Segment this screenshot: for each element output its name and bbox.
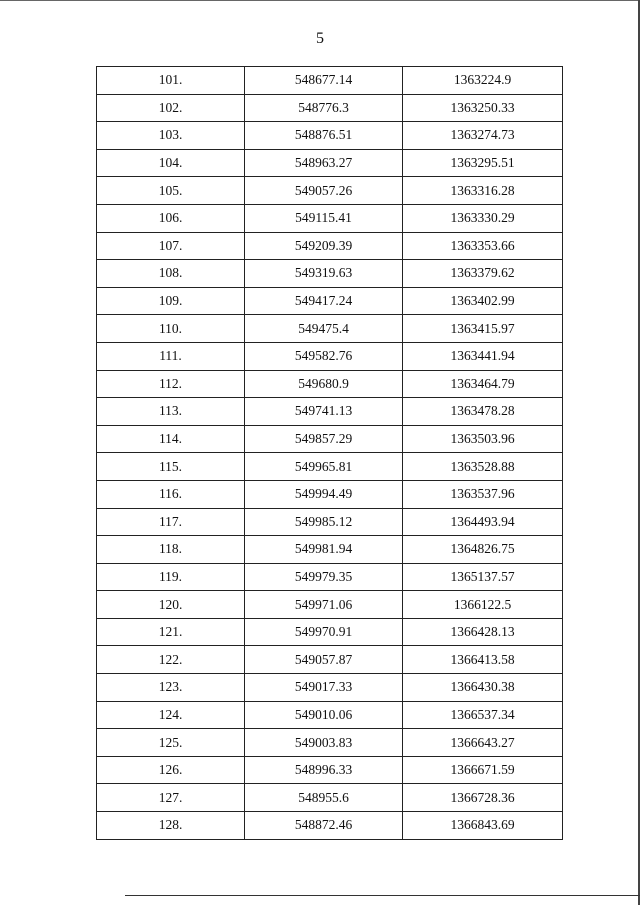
y-coordinate-cell: 1363250.33 (403, 94, 563, 122)
table-row (97, 370, 563, 398)
y-coordinate-cell: 1366122.5 (403, 591, 563, 619)
y-coordinate-cell: 1363503.96 (403, 425, 563, 453)
y-coordinate-cell: 1366671.59 (403, 756, 563, 784)
point-number-cell: 112. (97, 370, 245, 398)
x-coordinate-cell: 548955.6 (245, 784, 403, 812)
table-row (97, 204, 563, 232)
table-row (97, 508, 563, 536)
y-coordinate-cell: 1363402.99 (403, 287, 563, 315)
table-row (97, 563, 563, 591)
point-number-cell: 110. (97, 315, 245, 343)
table-row (97, 591, 563, 619)
point-number-cell: 115. (97, 453, 245, 481)
x-coordinate-cell: 549003.83 (245, 729, 403, 757)
y-coordinate-cell: 1366643.27 (403, 729, 563, 757)
x-coordinate-cell: 549857.29 (245, 425, 403, 453)
point-number-cell: 119. (97, 563, 245, 591)
y-coordinate-cell: 1363478.28 (403, 398, 563, 426)
x-coordinate-cell: 549319.63 (245, 260, 403, 288)
y-coordinate-cell: 1363441.94 (403, 342, 563, 370)
table-row (97, 812, 563, 840)
table-row (97, 701, 563, 729)
point-number-cell: 123. (97, 674, 245, 702)
x-coordinate-cell: 549017.33 (245, 674, 403, 702)
table-row (97, 646, 563, 674)
table-row (97, 480, 563, 508)
y-coordinate-cell: 1366843.69 (403, 812, 563, 840)
scan-top-edge (0, 0, 640, 1)
x-coordinate-cell: 549981.94 (245, 536, 403, 564)
table-row (97, 756, 563, 784)
y-coordinate-cell: 1363353.66 (403, 232, 563, 260)
point-number-cell: 103. (97, 122, 245, 150)
table-row (97, 260, 563, 288)
x-coordinate-cell: 548872.46 (245, 812, 403, 840)
y-coordinate-cell: 1363415.97 (403, 315, 563, 343)
y-coordinate-cell: 1363379.62 (403, 260, 563, 288)
x-coordinate-cell: 549057.87 (245, 646, 403, 674)
x-coordinate-cell: 549971.06 (245, 591, 403, 619)
point-number-cell: 125. (97, 729, 245, 757)
y-coordinate-cell: 1366413.58 (403, 646, 563, 674)
table-row (97, 398, 563, 426)
point-number-cell: 124. (97, 701, 245, 729)
table-row (97, 122, 563, 150)
point-number-cell: 120. (97, 591, 245, 619)
point-number-cell: 118. (97, 536, 245, 564)
x-coordinate-cell: 549680.9 (245, 370, 403, 398)
y-coordinate-cell: 1366728.36 (403, 784, 563, 812)
table-row (97, 425, 563, 453)
x-coordinate-cell: 549970.91 (245, 618, 403, 646)
y-coordinate-cell: 1363274.73 (403, 122, 563, 150)
y-coordinate-cell: 1363528.88 (403, 453, 563, 481)
y-coordinate-cell: 1363537.96 (403, 480, 563, 508)
y-coordinate-cell: 1363464.79 (403, 370, 563, 398)
x-coordinate-cell: 548677.14 (245, 67, 403, 95)
x-coordinate-cell: 549115.41 (245, 204, 403, 232)
x-coordinate-cell: 549741.13 (245, 398, 403, 426)
point-number-cell: 117. (97, 508, 245, 536)
table-row (97, 784, 563, 812)
point-number-cell: 113. (97, 398, 245, 426)
table-row (97, 315, 563, 343)
x-coordinate-cell: 549582.76 (245, 342, 403, 370)
bottom-rule (125, 895, 640, 896)
x-coordinate-cell: 549475.4 (245, 315, 403, 343)
x-coordinate-cell: 549979.35 (245, 563, 403, 591)
coordinate-table (96, 66, 563, 840)
y-coordinate-cell: 1363330.29 (403, 204, 563, 232)
point-number-cell: 114. (97, 425, 245, 453)
x-coordinate-cell: 548963.27 (245, 149, 403, 177)
table-row (97, 536, 563, 564)
table-row (97, 342, 563, 370)
y-coordinate-cell: 1363295.51 (403, 149, 563, 177)
table-row (97, 177, 563, 205)
table-row (97, 674, 563, 702)
x-coordinate-cell: 549417.24 (245, 287, 403, 315)
x-coordinate-cell: 549985.12 (245, 508, 403, 536)
point-number-cell: 127. (97, 784, 245, 812)
x-coordinate-cell: 548876.51 (245, 122, 403, 150)
table-row (97, 232, 563, 260)
x-coordinate-cell: 549209.39 (245, 232, 403, 260)
point-number-cell: 106. (97, 204, 245, 232)
point-number-cell: 121. (97, 618, 245, 646)
y-coordinate-cell: 1366430.38 (403, 674, 563, 702)
point-number-cell: 101. (97, 67, 245, 95)
table-row (97, 287, 563, 315)
x-coordinate-cell: 548996.33 (245, 756, 403, 784)
point-number-cell: 107. (97, 232, 245, 260)
point-number-cell: 105. (97, 177, 245, 205)
y-coordinate-cell: 1363316.28 (403, 177, 563, 205)
x-coordinate-cell: 549994.49 (245, 480, 403, 508)
y-coordinate-cell: 1363224.9 (403, 67, 563, 95)
point-number-cell: 128. (97, 812, 245, 840)
point-number-cell: 104. (97, 149, 245, 177)
x-coordinate-cell: 549057.26 (245, 177, 403, 205)
point-number-cell: 108. (97, 260, 245, 288)
point-number-cell: 116. (97, 480, 245, 508)
x-coordinate-cell: 548776.3 (245, 94, 403, 122)
y-coordinate-cell: 1365137.57 (403, 563, 563, 591)
x-coordinate-cell: 549965.81 (245, 453, 403, 481)
table-row (97, 67, 563, 95)
x-coordinate-cell: 549010.06 (245, 701, 403, 729)
table-row (97, 94, 563, 122)
y-coordinate-cell: 1364493.94 (403, 508, 563, 536)
table-row (97, 729, 563, 757)
y-coordinate-cell: 1364826.75 (403, 536, 563, 564)
page-number: 5 (316, 30, 324, 47)
y-coordinate-cell: 1366537.34 (403, 701, 563, 729)
point-number-cell: 126. (97, 756, 245, 784)
coordinate-table-body (97, 67, 563, 840)
table-row (97, 149, 563, 177)
table-row (97, 453, 563, 481)
point-number-cell: 102. (97, 94, 245, 122)
point-number-cell: 109. (97, 287, 245, 315)
point-number-cell: 122. (97, 646, 245, 674)
point-number-cell: 111. (97, 342, 245, 370)
table-row (97, 618, 563, 646)
y-coordinate-cell: 1366428.13 (403, 618, 563, 646)
